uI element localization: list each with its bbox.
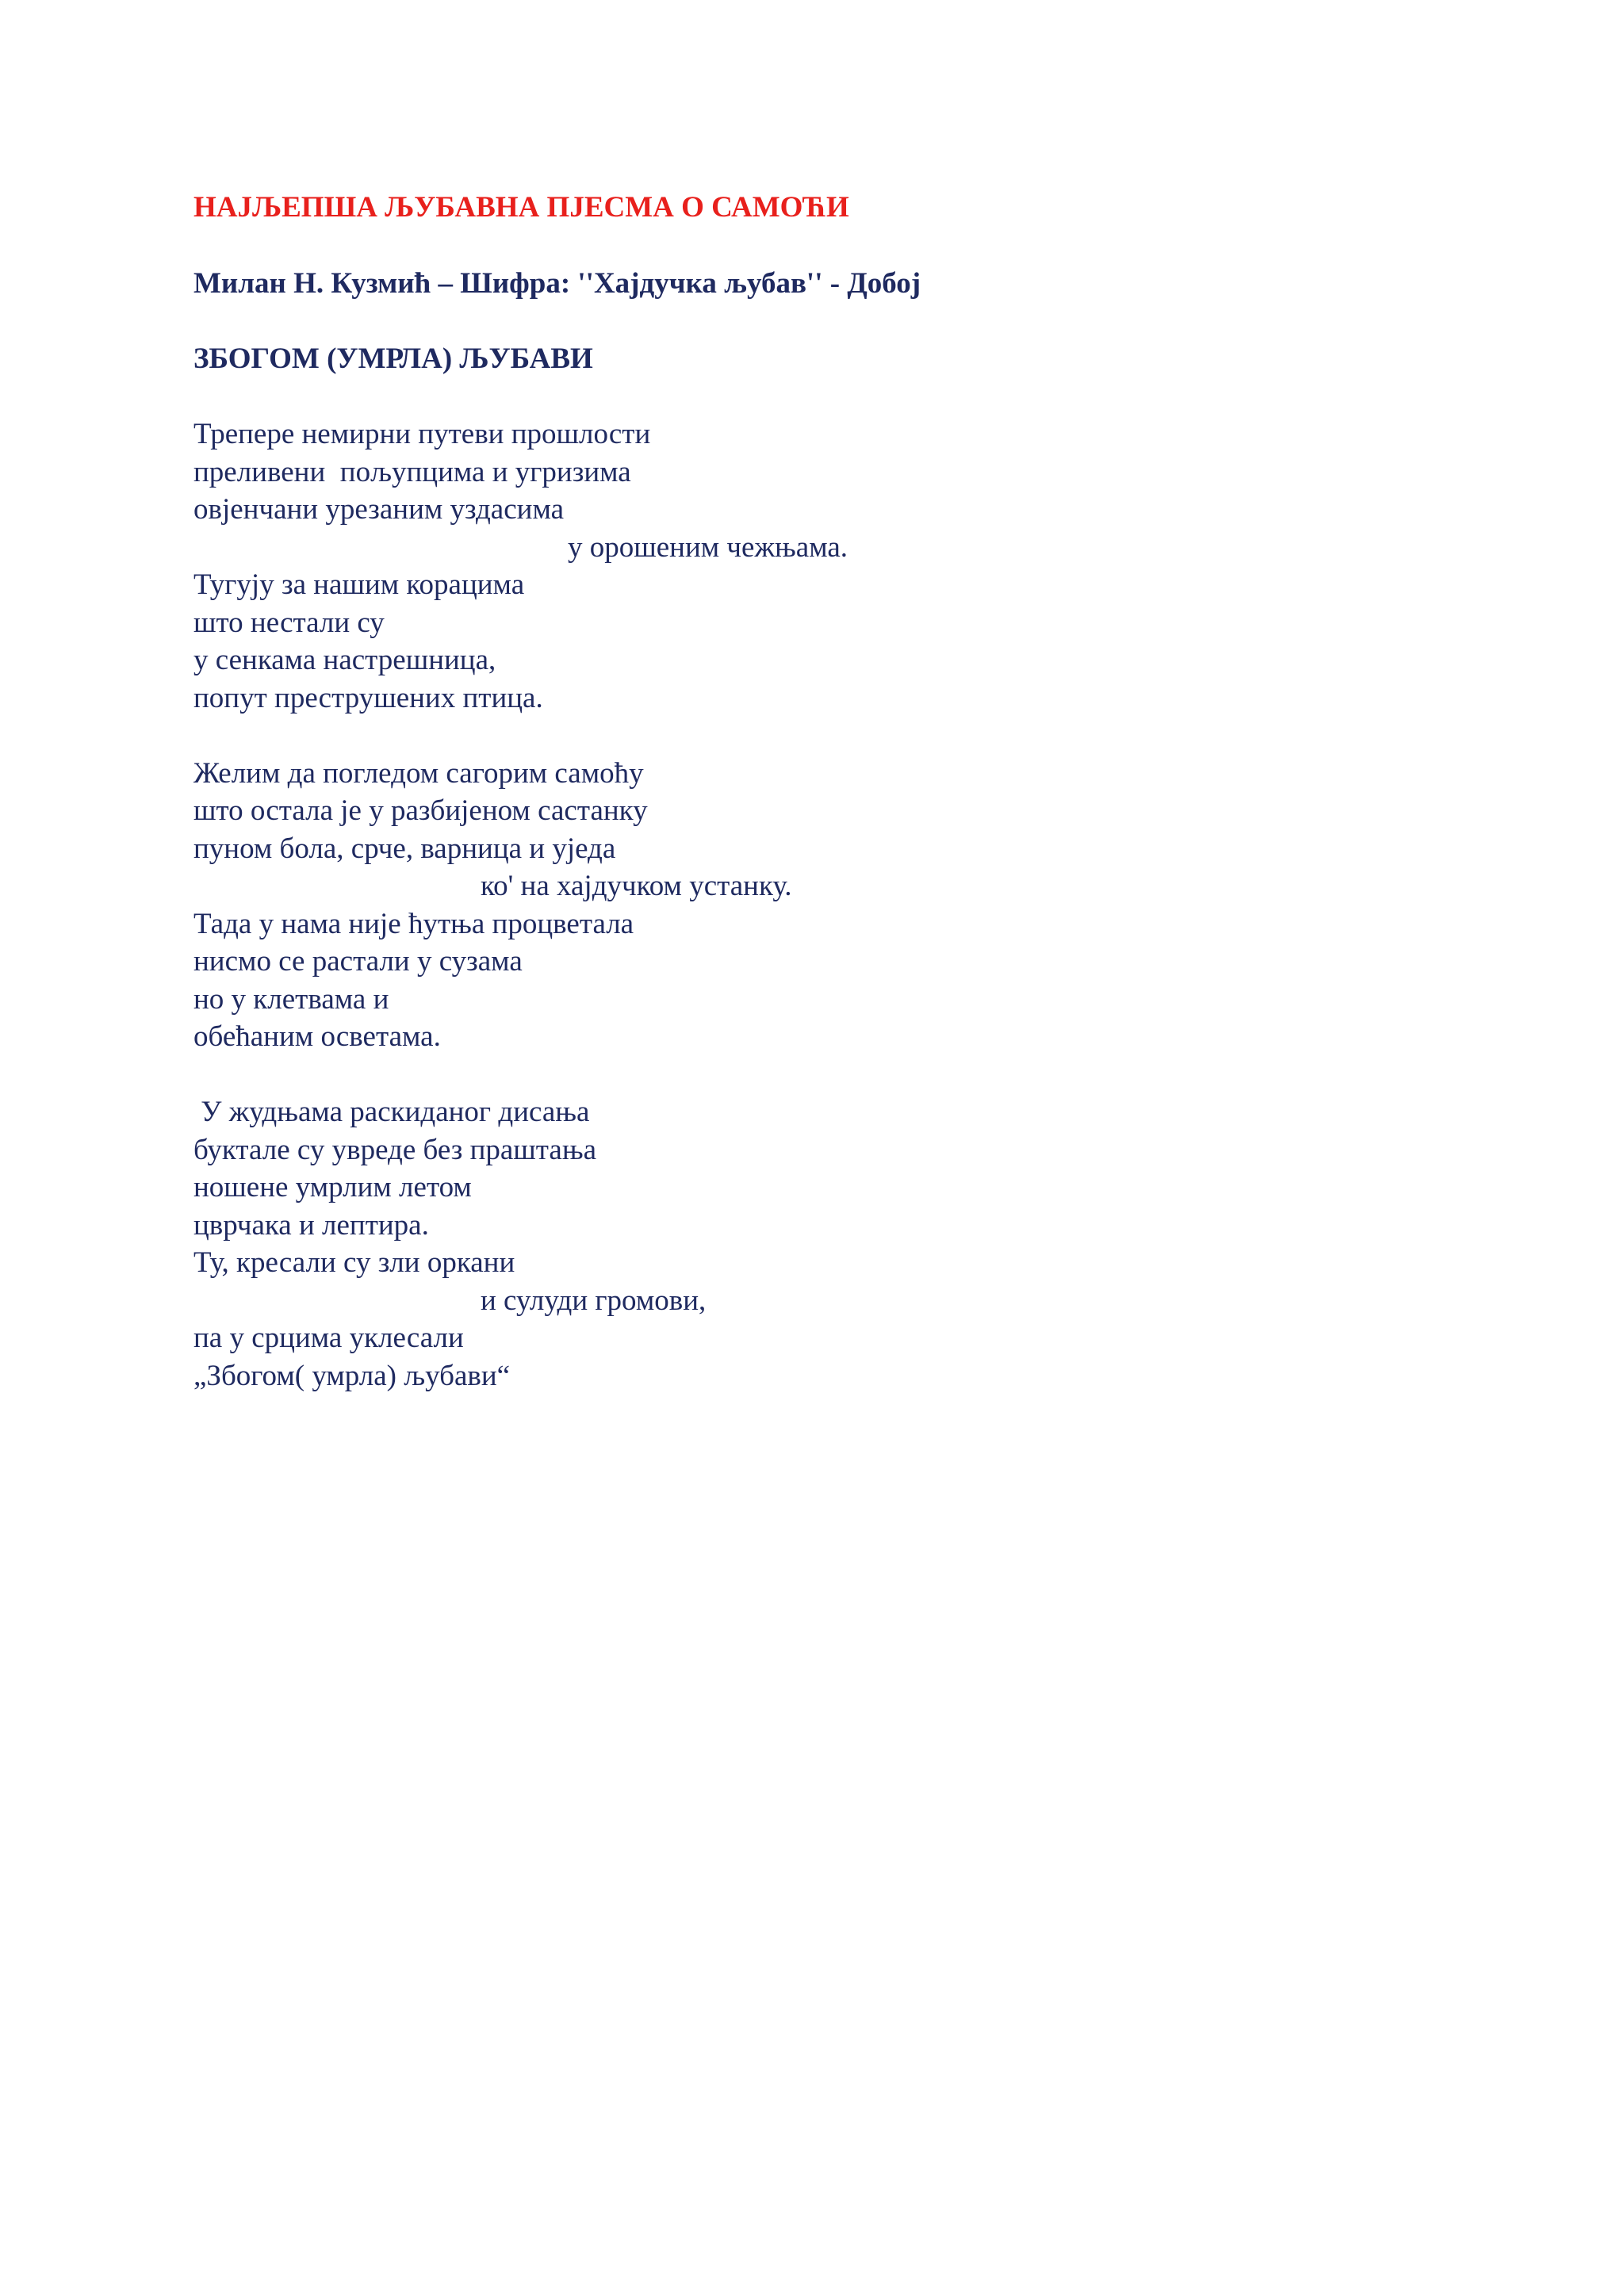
poem-line: што остала је у разбијеном састанку xyxy=(193,794,648,827)
author-line: Милан Н. Кузмић – Шифра: ''Хајдучка љубав'' - Добој xyxy=(193,267,921,300)
poem-line: Трепере немирни путеви прошлости xyxy=(193,418,651,450)
poem-stanza xyxy=(193,415,1431,717)
poem-line: буктале су увреде без праштања xyxy=(193,1133,597,1166)
document-header: НАЈЉЕПША ЉУБАВНА ПЈЕСМА О САМОЋИ xyxy=(193,191,849,224)
poem-line: обећаним осветама. xyxy=(193,1020,441,1053)
poem-line: Тугују за нашим корацима xyxy=(193,568,525,601)
poem-line: У жудњама раскиданог дисања xyxy=(193,1096,590,1128)
poem-line: „Збогом( умрла) љубави“ xyxy=(193,1359,511,1392)
poem-body xyxy=(193,415,1431,1395)
poem-line: што нестали су xyxy=(193,606,385,639)
poem-line: у орошеним чежњама. xyxy=(568,530,848,564)
poem-stanza xyxy=(193,1093,1431,1395)
poem-line: преливени пољупцима и угризима xyxy=(193,455,631,488)
poem-line: па у срцима уклесали xyxy=(193,1322,464,1354)
poem-line: но у клетвама и xyxy=(193,982,389,1016)
poem-stanza xyxy=(193,755,1431,1056)
poem-line: попут преструшених птица. xyxy=(193,681,543,714)
document-content xyxy=(193,189,1431,1433)
poem-line: ношене умрлим летом xyxy=(193,1171,472,1203)
poem-title: ЗБОГОМ (УМРЛА) ЉУБАВИ xyxy=(193,342,593,375)
poem-line: цврчака и лептира. xyxy=(193,1208,429,1242)
poem-line: Желим да погледом сагорим самоћу xyxy=(193,756,644,790)
poem-line: ко' на хајдучком устанку. xyxy=(481,870,792,902)
poem-line: и сулуди громови, xyxy=(481,1284,707,1317)
poem-line: нисмо се растали у сузама xyxy=(193,945,523,978)
poem-line: Тада у нама није ћутња процветала xyxy=(193,907,634,940)
poem-line: у сенкама настрешница, xyxy=(193,644,496,676)
poem-line: пуном бола, срче, варница и уједа xyxy=(193,832,616,865)
poem-line: овјенчани урезаним уздасима xyxy=(193,493,565,526)
poem-line: Ту, кресали су зли оркани xyxy=(193,1246,515,1279)
